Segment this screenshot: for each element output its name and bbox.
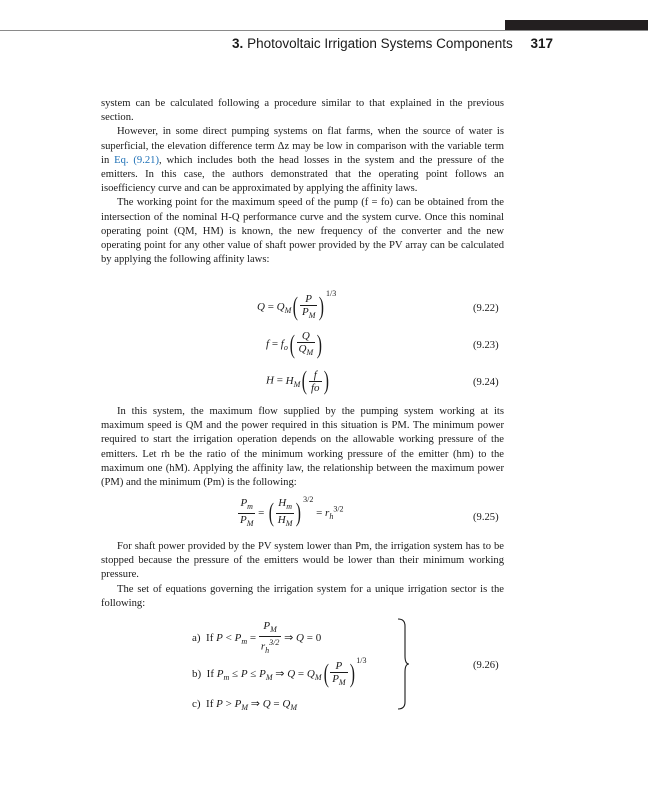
equation-number-9-23: (9.23) [473, 340, 499, 351]
paragraph-3: The working point for the maximum speed of the pump (f = fo) can be obtained from the intersection of the nominal H-Q performance curve and the system curve. Once this nominal operating point (QM, HM) is known, the new frequency of the converter and the new operating point for any other value of shaft power provided by the PV array can be calculated by applying the following affinity laws: [101, 197, 504, 266]
equation-number-9-25: (9.25) [473, 512, 499, 523]
equation-link[interactable]: Eq. (9.21) [114, 154, 160, 166]
equation-9-23: $f = f_o$( $\frac{Q}{Q_M}$ ) [266, 329, 323, 359]
paragraph-4: In this system, the maximum flow supplied by the pumping system working at its maximum speed is QM and the power required in this situation is PM. The minimum power required to start the irrigation operation depends on the allowable working pressure of the emitters. Let rh be the ratio of the minimum working pressure of the emitter (hm) to the maximum one (hM). Applying the affinity law, the relationship between the maximum power (PM) and the minimum (Pm) is the following: [101, 406, 504, 489]
paragraph-6: The set of equations governing the irrigation system for a unique irrigation sector is the following: [101, 583, 504, 609]
text-block-1 [101, 97, 504, 267]
text-block-2 [101, 405, 504, 490]
running-header [232, 36, 553, 51]
equation-9-26-case-b: b) If $P_m \le P \le P_M$ ⇒ $Q = Q_M$( $\frac{P}{P_M}$ ) $^{1/3}$ [192, 656, 367, 689]
equation-9-26-case-c: c) If $P > P_M$ ⇒ $Q = Q_M$ [192, 698, 297, 713]
paragraph-5: For shaft power provided by the PV system lower than Pm, the irrigation system has to be stopped because the pressure of the emitters would be lower than their minimum working pressure. [101, 541, 504, 581]
chapter-title: Photovoltaic Irrigation Systems Components [247, 36, 513, 51]
equation-number-9-22: (9.22) [473, 303, 499, 314]
text-block-3 [101, 540, 504, 611]
chapter-number: 3. [232, 36, 244, 51]
page-number: 317 [530, 36, 553, 51]
equation-9-26-case-a: a) If $P < P_m$ = $\frac{P_M}{r_h^{3/2}}$ ⇒ Q = 0 [192, 620, 322, 656]
right-brace [396, 618, 410, 710]
equation-number-9-24: (9.24) [473, 377, 499, 388]
header-rule [0, 30, 648, 31]
header-bar-decoration [505, 20, 648, 30]
paragraph-2: However, in some direct pumping systems on flat farms, when the source of water is superficial, the elevation difference term Δz may be low in comparison with the variable term in Eq. (9.21), which includes both the head losses in the system and the pressure of the emitters. In this case, the authors demonstrated that the operating point follows an isoefficiency curve and can be approximated by applying the affinity laws. [101, 126, 504, 195]
equation-9-24: $H = H_M$( $\frac{f}{fo}$ ) [266, 366, 329, 395]
equation-number-9-26: (9.26) [473, 660, 499, 671]
equation-9-22: $Q = Q_M$( $\frac{P}{P_M}$ ) $^{1/3}$ [257, 289, 337, 322]
equation-9-25: $\frac{P_m}{P_M}$ = ( $\frac{H_m}{H_M}$ ) $^{3/2} = r_h^{3/2}$ [240, 495, 344, 529]
paragraph-1: system can be calculated following a procedure similar to that explained in the previous section. [101, 98, 504, 124]
